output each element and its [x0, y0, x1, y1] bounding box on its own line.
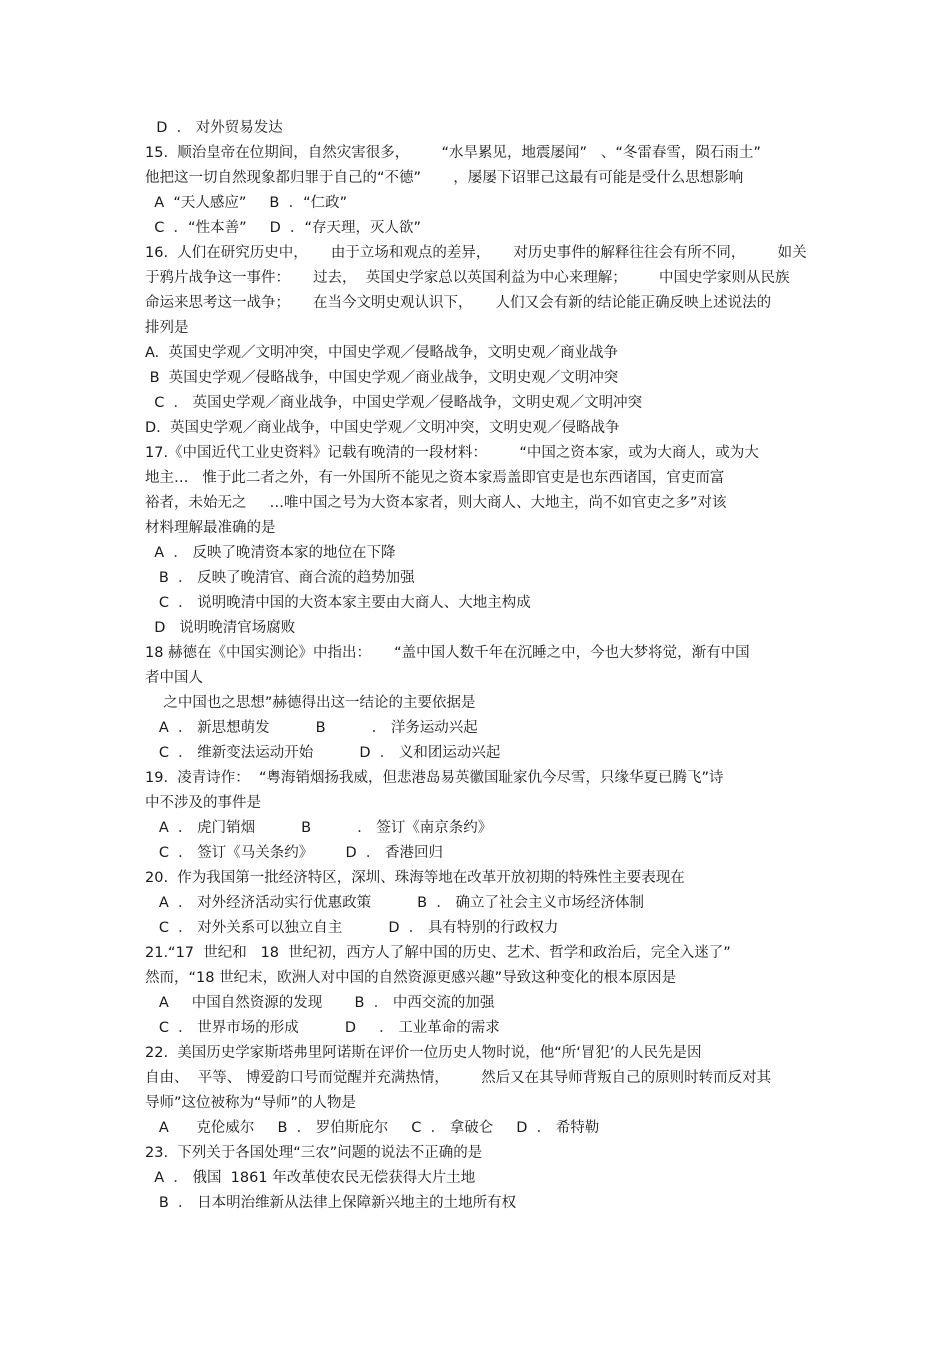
- q18-stem-line-3: 之中国也之思想”赫德得出这一结论的主要依据是: [145, 695, 476, 711]
- q15-options-cd: C ．“性本善” D ．“存天理，灭人欲”: [145, 220, 422, 236]
- q21-stem-line-2: 然而，“18 世纪末，欧洲人对中国的自然资源更感兴趣”导致这种变化的根本原因是: [145, 970, 677, 986]
- q20-stem: 20. 作为我国第一批经济特区，深圳、珠海等地在改革开放初期的特殊性主要表现在: [145, 870, 685, 886]
- q16-stem-line-1: 16. 人们在研究历史中， 由于立场和观点的差异， 对历史事件的解释往往会有所不同， 如关: [145, 245, 807, 261]
- q21-stem-line-1: 21.“17 世纪和 18 世纪初，西方人了解中国的历史、艺术、哲学和政治后，完全入迷了”: [145, 945, 731, 961]
- q16-stem-line-4: 排列是: [145, 320, 189, 336]
- q16-option-b: B 英国史学观／侵略战争，中国史学观／商业战争，文明史观／文明冲突: [145, 370, 619, 386]
- q17-option-d: D 说明晚清官场腐败: [145, 620, 296, 636]
- q19-options-cd: C ． 签订《马关条约》 D ． 香港回归: [145, 845, 444, 861]
- q16-stem-line-2: 于鸦片战争这一事件： 过去， 英国史学家总以英国利益为中心来理解； 中国史学家则从民族: [145, 270, 790, 286]
- q20-options-ab: A ． 对外经济活动实行优惠政策 B ． 确立了社会主义市场经济体制: [145, 895, 644, 911]
- q20-options-cd: C ． 对外关系可以独立自主 D ． 具有特别的行政权力: [145, 920, 559, 936]
- q16-option-c: C ． 英国史学观／商业战争，中国史学观／侵略战争，文明史观／文明冲突: [145, 395, 643, 411]
- q17-option-b: B ． 反映了晚清官、商合流的趋势加强: [145, 570, 415, 586]
- q18-options-cd: C ． 维新变法运动开始 D ． 义和团运动兴起: [145, 745, 501, 761]
- q17-stem-line-4: 材料理解最准确的是: [145, 520, 276, 536]
- q19-options-ab: A ． 虎门销烟 B ． 签订《南京条约》: [145, 820, 493, 836]
- q22-stem-line-3: 导师”这位被称为“导师”的人物是: [145, 1095, 357, 1111]
- q21-options-cd: C ． 世界市场的形成 D ． 工业革命的需求: [145, 1020, 500, 1036]
- q17-stem-line-2: 地主… 惟于此二者之外，有一外国所不能见之资本家焉盖即官吏是也东西诸国，官吏而富: [145, 470, 725, 486]
- q15-stem-line-1: 15. 顺治皇帝在位期间，自然灾害很多， “水旱累见，地震屡闻” 、“冬雷春雪，陨石雨土”: [145, 145, 761, 161]
- q22-options: A 克伦威尔 B ． 罗伯斯庇尔 C ． 拿破仑 D ． 希特勒: [145, 1120, 600, 1136]
- q17-option-c: C ． 说明晚清中国的大资本家主要由大商人、大地主构成: [145, 595, 531, 611]
- q15-stem-line-2: 他把这一切自然现象都归罪于自己的“不德” ，屡屡下诏罪己这最有可能是受什么思想影响: [145, 170, 744, 186]
- q16-option-a: A. 英国史学观／文明冲突，中国史学观／侵略战争，文明史观／商业战争: [145, 345, 618, 361]
- q17-stem-line-1: 17.《中国近代工业史资料》记载有晚清的一段材料： “中国之资本家，或为大商人，或为大: [145, 445, 759, 461]
- q19-stem-line-1: 19. 凌青诗作： “粤海销烟扬我威，但悲港岛易英徽国耻家仇今尽雪，只缘华夏已腾飞”诗: [145, 770, 724, 786]
- q22-stem-line-2: 自由、 平等、 博爱韵口号而觉醒并充满热情， 然后又在其导师背叛自己的原则时转而反对其: [145, 1070, 772, 1086]
- q19-stem-line-2: 中不涉及的事件是: [145, 795, 261, 811]
- q18-stem-line-2: 者中国人: [145, 670, 203, 686]
- q22-stem-line-1: 22. 美国历史学家斯塔弗里阿诺斯在评价一位历史人物时说，他“所‘冒犯’的人民先是因: [145, 1045, 702, 1061]
- q16-stem-line-3: 命运来思考这一战争； 在当今文明史观认识下， 人们又会有新的结论能正确反映上述说法的: [145, 295, 772, 311]
- q23-option-b: B ． 日本明治维新从法律上保障新兴地主的土地所有权: [145, 1195, 517, 1211]
- q14-option-d: D ． 对外贸易发达: [147, 120, 283, 136]
- q18-options-ab: A ． 新思想萌发 B ． 洋务运动兴起: [145, 720, 478, 736]
- q17-stem-line-3: 裕者，未始无之 …唯中国之号为大资本家者，则大商人、大地主，尚不如官吏之多”对该: [145, 495, 727, 511]
- q23-stem: 23. 下列关于各国处理“三农”问题的说法不正确的是: [145, 1145, 483, 1161]
- q18-stem-line-1: 18 赫德在《中国实测论》中指出： “盖中国人数千年在沉睡之中，今也大梦将觉，渐有中国: [145, 645, 750, 661]
- q15-options-ab: A “天人感应” B ．“仁政”: [145, 195, 348, 211]
- q23-option-a: A ． 俄国 1861 年改革使农民无偿获得大片土地: [145, 1170, 476, 1186]
- q16-option-d: D. 英国史学观／商业战争，中国史学观／文明冲突，文明史观／侵略战争: [145, 420, 620, 436]
- q21-options-ab: A 中国自然资源的发现 B ． 中西交流的加强: [145, 995, 495, 1011]
- q17-option-a: A ． 反映了晚清资本家的地位在下降: [145, 545, 396, 561]
